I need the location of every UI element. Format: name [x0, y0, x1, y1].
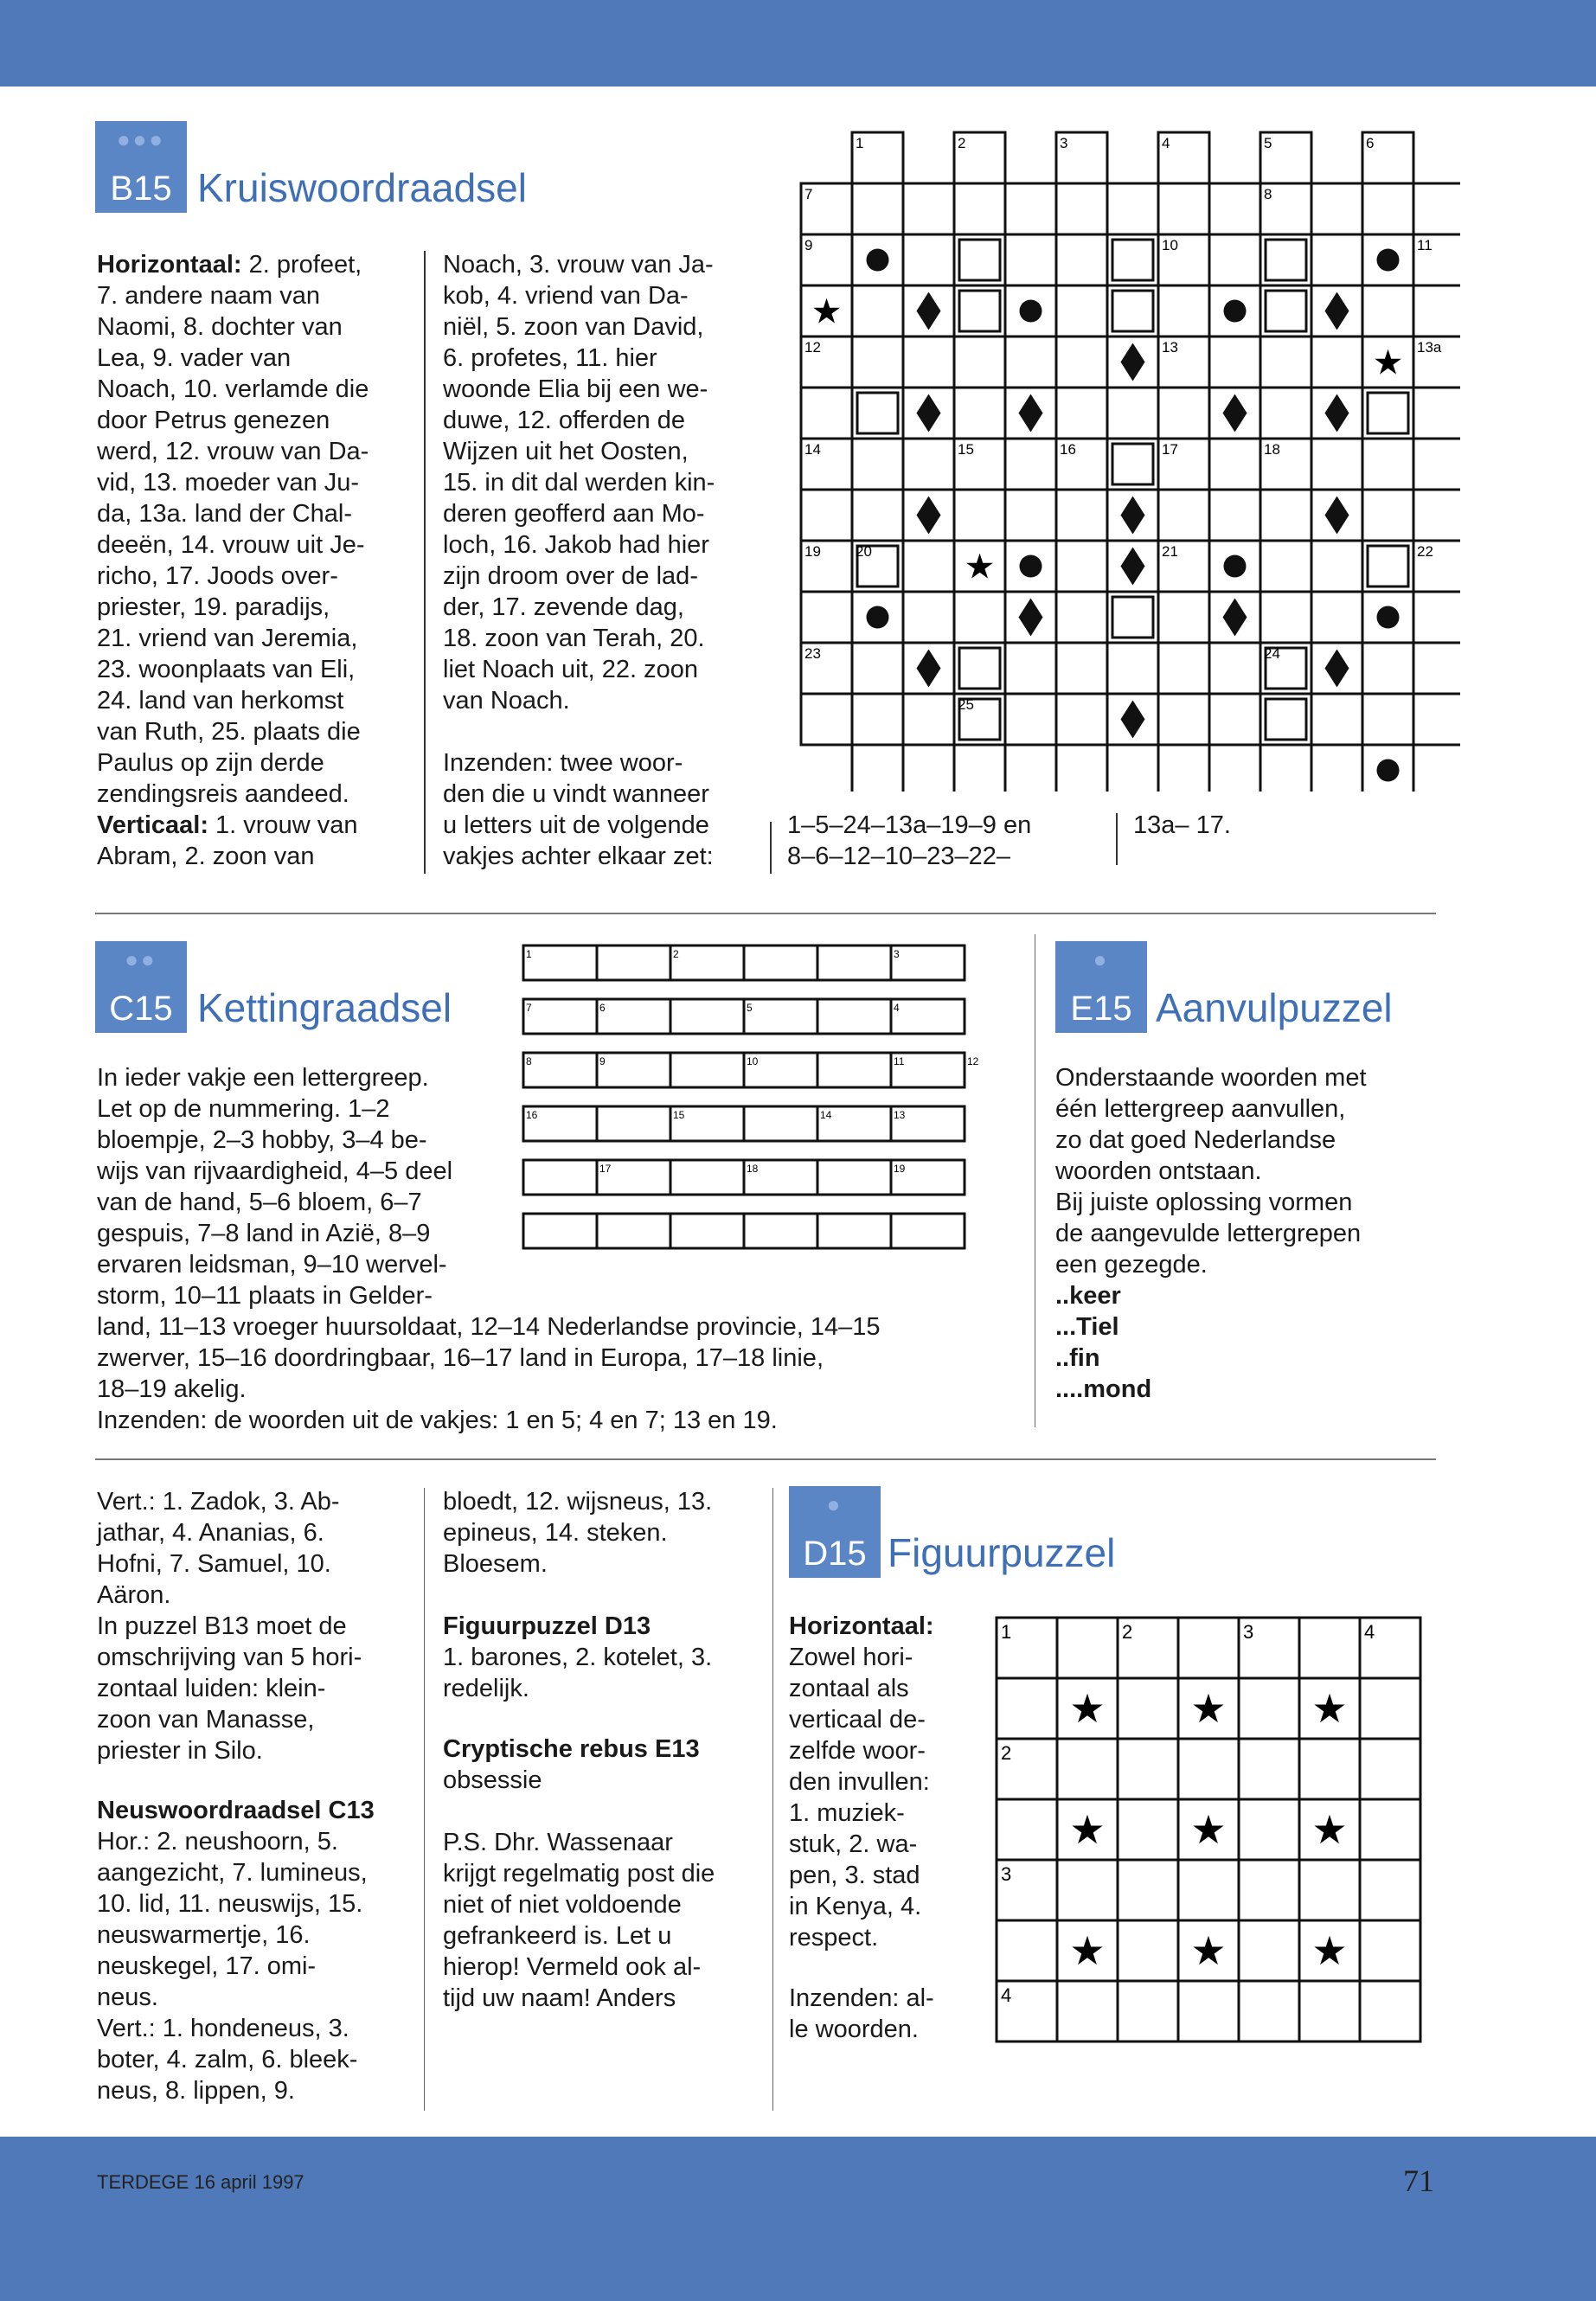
c15-clues-continued: land, 11–13 vroeger huursoldaat, 12–14 Nederlandse provincie, 14–15 zwerver, 15–16 doordringbaar, 16–17 land in Europa, 17–18 linie, 18–19 akelig. Inzenden: de woorden uit de vakjes: 1 en 5; 4 en 7; 13 en 19. — [97, 1313, 881, 1434]
dot-icon — [1377, 249, 1400, 272]
answers-col1: Vert.: 1. Zadok, 3. Ab- jathar, 4. Ananias, 6. Hofni, 7. Samuel, 10. Aäron. In puzzel B13 moet de omschrijving van 5 hori- zontaal luiden: klein- zoon van Manasse, priester in Silo. — [97, 1488, 362, 1765]
grid-cell[interactable] — [1005, 490, 1056, 541]
figure-cell[interactable] — [997, 1920, 1057, 1981]
b15-crossword-grid — [794, 125, 1460, 792]
grid-number: 21 — [1162, 543, 1178, 560]
rebus-title: Cryptische rebus E13 — [443, 1735, 700, 1763]
figure-cell[interactable] — [1057, 1618, 1118, 1678]
grid-number: 12 — [804, 339, 821, 356]
grid-number: 6 — [1366, 135, 1375, 151]
chain-number: 5 — [747, 1002, 753, 1014]
chain-cell[interactable] — [817, 999, 891, 1034]
grid-cell[interactable] — [801, 694, 852, 745]
top-band — [0, 0, 1596, 87]
chain-number: 17 — [599, 1163, 612, 1175]
b15-divider — [424, 251, 426, 874]
chain-number: 18 — [747, 1163, 759, 1175]
c15-chain-grid — [519, 939, 1012, 1285]
star-icon: ★ — [1069, 1927, 1106, 1974]
grid-block — [1112, 240, 1153, 280]
d15-figure-grid — [993, 1614, 1426, 2047]
grid-cell[interactable] — [954, 388, 1005, 439]
grid-cell[interactable] — [1260, 541, 1311, 592]
grid-cell[interactable] — [852, 183, 903, 234]
grid-cell[interactable] — [1209, 439, 1260, 490]
grid-cell[interactable] — [954, 592, 1005, 643]
grid-cell[interactable] — [1056, 285, 1107, 336]
chain-cell[interactable] — [523, 1214, 597, 1248]
section-divider-1 — [95, 913, 1436, 914]
footer-magazine: TERDEGE 16 april 1997 — [97, 2171, 304, 2193]
star-icon: ★ — [811, 292, 843, 332]
grid-block — [857, 393, 898, 433]
star-icon: ★ — [1372, 343, 1404, 383]
grid-cell[interactable] — [1005, 643, 1056, 694]
grid-cell[interactable] — [903, 183, 954, 234]
figure-cell[interactable] — [1239, 1799, 1299, 1860]
grid-cell[interactable] — [903, 234, 954, 285]
figure-cell[interactable] — [1239, 1678, 1299, 1739]
grid-cell[interactable] — [1056, 592, 1107, 643]
grid-cell[interactable] — [852, 643, 903, 694]
grid-number: 19 — [804, 543, 821, 560]
chain-number: 14 — [820, 1109, 832, 1121]
grid-cell[interactable] — [1413, 388, 1460, 439]
grid-cell[interactable] — [1413, 592, 1460, 643]
grid-cell[interactable] — [1209, 694, 1260, 745]
figure-cell[interactable] — [1299, 1860, 1360, 1920]
grid-number: 3 — [1060, 135, 1068, 151]
figure-cell[interactable] — [1178, 1981, 1239, 2041]
grid-cell[interactable] — [1158, 183, 1209, 234]
c15-title: Kettingraadsel — [197, 985, 452, 1030]
chain-cell[interactable] — [597, 1214, 670, 1248]
grid-cell[interactable] — [1260, 745, 1311, 792]
grid-cell[interactable] — [1362, 285, 1413, 336]
verticaal-label: Verticaal: — [97, 811, 208, 839]
grid-cell[interactable] — [1362, 694, 1413, 745]
figure-cell[interactable] — [1118, 1678, 1178, 1739]
dot-icon — [1020, 300, 1042, 323]
grid-cell[interactable] — [1260, 490, 1311, 541]
star-icon: ★ — [964, 547, 996, 587]
grid-cell[interactable] — [1158, 388, 1209, 439]
dot-icon — [1377, 606, 1400, 629]
grid-block — [959, 648, 1000, 689]
e15-word: ....mond — [1055, 1375, 1152, 1403]
grid-block — [1112, 597, 1153, 638]
grid-cell[interactable] — [1107, 643, 1158, 694]
e15-title: Aanvulpuzzel — [1156, 985, 1393, 1030]
figure-cell[interactable] — [1239, 1739, 1299, 1799]
chain-cell[interactable] — [817, 1214, 891, 1248]
bottom-band — [0, 2137, 1596, 2301]
chain-number: 11 — [894, 1055, 905, 1067]
ps-note: P.S. Dhr. Wassenaar krijgt regelmatig post die niet of niet voldoende gefrankeerd is. Let u hierop! Vermeld ook al- tijd uw naam! Anders — [443, 1829, 715, 2012]
grid-cell[interactable] — [1056, 183, 1107, 234]
grid-number: 5 — [1264, 135, 1272, 151]
e15-word: ..fin — [1055, 1344, 1100, 1372]
chain-cell[interactable] — [891, 945, 965, 980]
grid-cell[interactable] — [1056, 490, 1107, 541]
grid-number: 17 — [1162, 441, 1178, 458]
grid-cell[interactable] — [903, 541, 954, 592]
grid-cell[interactable] — [852, 336, 903, 388]
grid-cell[interactable] — [852, 285, 903, 336]
grid-number: 22 — [1417, 543, 1433, 560]
chain-cell[interactable] — [670, 945, 744, 980]
chain-cell[interactable] — [597, 945, 670, 980]
c15-clues: In ieder vakje een lettergreep. Let op de nummering. 1–2 bloempje, 2–3 hobby, 3–4 be- wijs van rijvaardigheid, 4–5 deel van de hand, 5–6 bloem, 6–7 gespuis, 7–8 land in Azië, 8–9 ervaren leidsman, 9–10 wervel- storm, 10–11 plaats in Gelder- — [97, 1064, 453, 1310]
chain-cell[interactable] — [744, 1106, 817, 1141]
star-icon: ★ — [1190, 1806, 1227, 1853]
neus-answers: Hor.: 2. neushoorn, 5. aangezicht, 7. lumineus, 10. lid, 11. neuswijs, 15. neuswarmertje, 16. neuskegel, 17. omi- neus. Vert.: 1. hondeneus, 3. boter, 4. zalm, 6. bleek- neus, 8. lippen, 9. — [97, 1828, 368, 2105]
grid-number: 10 — [1162, 237, 1178, 253]
grid-cell[interactable] — [801, 592, 852, 643]
grid-cell[interactable] — [1362, 490, 1413, 541]
figure-number: 2 — [1122, 1621, 1133, 1643]
e15-text: Onderstaande woorden met één lettergreep aanvullen, zo dat goed Nederlandse woorden ontstaan. Bij juiste oplossing vormen de aangevulde lettergrepen een gezegde. — [1055, 1064, 1367, 1279]
chain-number: 4 — [894, 1002, 900, 1014]
grid-cell[interactable] — [1005, 694, 1056, 745]
chain-number: 6 — [599, 1002, 606, 1014]
dot-icon — [1224, 555, 1247, 578]
chain-number: 15 — [673, 1109, 685, 1121]
figure-cell[interactable] — [1360, 1860, 1420, 1920]
grid-block — [1266, 699, 1306, 740]
grid-number: 18 — [1264, 441, 1280, 458]
d15-title: Figuurpuzzel — [888, 1530, 1116, 1575]
grid-cell[interactable] — [1107, 388, 1158, 439]
chain-number: 9 — [599, 1055, 606, 1067]
figure-cell[interactable] — [1118, 1981, 1178, 2041]
horizontaal-label: Horizontaal: — [97, 251, 242, 279]
grid-cell[interactable] — [1260, 336, 1311, 388]
grid-block — [959, 240, 1000, 280]
chain-cell[interactable] — [670, 1160, 744, 1195]
b15-badge: ●●● B15 — [95, 121, 187, 213]
figure-cell[interactable] — [1118, 1860, 1178, 1920]
figure-number: 3 — [1243, 1621, 1254, 1643]
chain-cell[interactable] — [597, 1053, 670, 1087]
grid-cell[interactable] — [1209, 490, 1260, 541]
d15-inzenden: Inzenden: al- le woorden. — [789, 1984, 934, 2043]
figure-cell[interactable] — [1239, 1860, 1299, 1920]
grid-cell[interactable] — [1413, 439, 1460, 490]
grid-cell[interactable] — [1005, 439, 1056, 490]
d15-hor-label: Horizontaal: — [789, 1612, 934, 1640]
star-icon: ★ — [1069, 1685, 1106, 1732]
chain-cell[interactable] — [891, 999, 965, 1034]
grid-cell[interactable] — [1311, 541, 1362, 592]
grid-cell[interactable] — [1209, 643, 1260, 694]
grid-cell[interactable] — [1056, 694, 1107, 745]
grid-cell[interactable] — [1056, 643, 1107, 694]
figure-cell[interactable] — [997, 1678, 1057, 1739]
chain-number: 13 — [894, 1109, 906, 1121]
star-icon: ★ — [1311, 1927, 1348, 1974]
grid-number: 23 — [804, 645, 821, 662]
figure-cell[interactable] — [1360, 1981, 1420, 2041]
chain-number: 1 — [526, 948, 532, 960]
d15-clues: Zowel hori- zontaal als verticaal de- zelfde woor- den invullen: 1. muziek- stuk, 2. wa- pen, 3. stad in Kenya, 4. respect. — [789, 1644, 930, 1952]
star-icon: ★ — [1311, 1806, 1348, 1853]
figure-cell[interactable] — [1360, 1739, 1420, 1799]
dot-icon — [867, 606, 889, 629]
star-icon: ★ — [1190, 1685, 1227, 1732]
neus-title: Neuswoordraadsel C13 — [97, 1797, 375, 1824]
chain-cell[interactable] — [670, 999, 744, 1034]
rebus-answer: obsessie — [443, 1766, 542, 1794]
grid-cell[interactable] — [1158, 745, 1209, 792]
page-number: 71 — [1403, 2163, 1434, 2198]
grid-number: 4 — [1162, 135, 1170, 151]
chain-cell[interactable] — [817, 945, 891, 980]
grid-number: 2 — [958, 135, 966, 151]
chain-cell[interactable] — [597, 999, 670, 1034]
grid-number: 11 — [1417, 237, 1433, 253]
figure-number: 4 — [1001, 1984, 1012, 2006]
fig-answers: 1. barones, 2. kotelet, 3. redelijk. — [443, 1644, 713, 1702]
grid-cell[interactable] — [1413, 694, 1460, 745]
grid-cell[interactable] — [903, 336, 954, 388]
grid-cell[interactable] — [954, 183, 1005, 234]
b15-instructions: Inzenden: twee woor- den die u vindt wanneer u letters uit de volgende vakjes achter elkaar zet: — [443, 749, 714, 870]
b15-clues-col1: Horizontaal: 2. profeet, 7. andere naam van Naomi, 8. dochter van Lea, 9. vader van Noach, 10. verlamde die door Petrus genezen werd, 12. vrouw van Da- vid, 13. moeder van Ju- da, 13a. land der Chal- deeën, 14. vrouw uit Je- richo, 17. Joods over- priester, 19. paradijs, 21. vriend van Jeremia, 23. woonplaats van Eli, 24. land van herkomst van Ruth, 25. plaats die Paulus op zijn derde zendingsreis aandeed. Verticaal: 1. vrouw van Abram, 2. zoon van — [97, 251, 369, 870]
grid-number: 14 — [804, 441, 821, 458]
chain-number: 10 — [747, 1055, 759, 1067]
figure-cell[interactable] — [1299, 1981, 1360, 2041]
grid-cell[interactable] — [1005, 336, 1056, 388]
chain-cell[interactable] — [523, 1160, 597, 1195]
figure-cell[interactable] — [1178, 1618, 1239, 1678]
grid-number: 25 — [958, 696, 974, 713]
chain-number: 8 — [526, 1055, 532, 1067]
grid-cell[interactable] — [1413, 490, 1460, 541]
answers-col2: bloedt, 12. wijsneus, 13. epineus, 14. steken. Bloesem. — [443, 1488, 713, 1578]
grid-cell[interactable] — [903, 694, 954, 745]
grid-number: 24 — [1264, 645, 1280, 662]
grid-cell[interactable] — [852, 490, 903, 541]
grid-cell[interactable] — [903, 439, 954, 490]
grid-number: 15 — [958, 441, 974, 458]
fig-title: Figuurpuzzel D13 — [443, 1612, 651, 1640]
grid-block — [1112, 444, 1153, 484]
grid-cell[interactable] — [801, 388, 852, 439]
figure-cell[interactable] — [1057, 1739, 1118, 1799]
grid-cell[interactable] — [1158, 643, 1209, 694]
grid-cell[interactable] — [1362, 643, 1413, 694]
answers-divider-2 — [772, 1488, 773, 2111]
grid-cell[interactable] — [1005, 234, 1056, 285]
grid-cell[interactable] — [954, 490, 1005, 541]
chain-number: 3 — [894, 948, 900, 960]
grid-number: 16 — [1060, 441, 1076, 458]
figure-cell[interactable] — [1178, 1860, 1239, 1920]
chain-cell[interactable] — [597, 1106, 670, 1141]
grid-cell[interactable] — [1260, 388, 1311, 439]
figure-cell[interactable] — [997, 1799, 1057, 1860]
grid-cell[interactable] — [1209, 183, 1260, 234]
figure-number: 3 — [1001, 1863, 1012, 1885]
figure-cell[interactable] — [1360, 1799, 1420, 1860]
answers-divider — [424, 1488, 425, 2111]
dot-icon — [867, 249, 889, 272]
grid-cell[interactable] — [1056, 541, 1107, 592]
grid-cell[interactable] — [852, 439, 903, 490]
grid-cell[interactable] — [1311, 336, 1362, 388]
chain-cell[interactable] — [817, 1053, 891, 1087]
grid-cell[interactable] — [1362, 183, 1413, 234]
e15-words — [1055, 1280, 1151, 1405]
e15-word: ..keer — [1055, 1282, 1121, 1310]
figure-cell[interactable] — [1118, 1799, 1178, 1860]
grid-cell[interactable] — [1311, 592, 1362, 643]
figure-cell[interactable] — [1299, 1618, 1360, 1678]
chain-cell[interactable] — [891, 1214, 965, 1248]
grid-cell[interactable] — [1158, 490, 1209, 541]
d15-badge: ● D15 — [789, 1486, 881, 1578]
star-icon: ★ — [1069, 1806, 1106, 1853]
dot-icon — [1224, 300, 1247, 323]
dot-icon — [1020, 555, 1042, 578]
grid-number: 8 — [1264, 186, 1272, 202]
b15-sequence-1: 1–5–24–13a–19–9 en 8–6–12–10–23–22– — [787, 811, 1032, 870]
section-divider-2 — [95, 1458, 1436, 1460]
grid-cell[interactable] — [1311, 183, 1362, 234]
grid-cell[interactable] — [1056, 388, 1107, 439]
grid-cell[interactable] — [1056, 745, 1107, 792]
target-icon — [1377, 760, 1400, 782]
grid-cell[interactable] — [1107, 183, 1158, 234]
e15-word: ...Tiel — [1055, 1313, 1119, 1341]
chain-number: 12 — [967, 1055, 979, 1067]
grid-number: 13 — [1162, 339, 1178, 356]
figure-cell[interactable] — [1118, 1920, 1178, 1981]
grid-block — [1266, 291, 1306, 331]
grid-cell[interactable] — [954, 336, 1005, 388]
figure-cell[interactable] — [1299, 1739, 1360, 1799]
grid-cell[interactable] — [801, 490, 852, 541]
grid-block — [1266, 240, 1306, 280]
figure-cell[interactable] — [1057, 1860, 1118, 1920]
chain-cell[interactable] — [670, 1053, 744, 1087]
chain-number: 2 — [673, 948, 679, 960]
chain-cell[interactable] — [744, 945, 817, 980]
figure-cell[interactable] — [1239, 1981, 1299, 2041]
figure-cell[interactable] — [1239, 1920, 1299, 1981]
grid-number: 1 — [856, 135, 864, 151]
grid-cell[interactable] — [852, 745, 903, 792]
figure-cell[interactable] — [1118, 1739, 1178, 1799]
chain-number: 16 — [526, 1109, 538, 1121]
figure-number: 4 — [1364, 1621, 1375, 1643]
chain-cell[interactable] — [744, 999, 817, 1034]
grid-cell[interactable] — [1413, 285, 1460, 336]
grid-cell[interactable] — [852, 694, 903, 745]
grid-number: 7 — [804, 186, 813, 202]
figure-cell[interactable] — [1057, 1981, 1118, 2041]
grid-cell[interactable] — [1056, 234, 1107, 285]
e15-badge: ● E15 — [1055, 941, 1147, 1033]
grid-number: 9 — [804, 237, 813, 253]
grid-cell[interactable] — [954, 745, 1005, 792]
grid-block — [1112, 291, 1153, 331]
chain-number: 7 — [526, 1002, 532, 1014]
b15-divider-2 — [770, 822, 772, 874]
grid-cell[interactable] — [1158, 694, 1209, 745]
figure-number: 2 — [1001, 1742, 1012, 1764]
grid-cell[interactable] — [1056, 336, 1107, 388]
chain-cell[interactable] — [523, 999, 597, 1034]
grid-cell[interactable] — [1311, 234, 1362, 285]
grid-block — [959, 291, 1000, 331]
chain-cell[interactable] — [817, 1160, 891, 1195]
grid-block — [1368, 393, 1408, 433]
figure-number: 1 — [1001, 1621, 1012, 1643]
star-icon: ★ — [1311, 1685, 1348, 1732]
grid-cell[interactable] — [903, 592, 954, 643]
grid-cell[interactable] — [1311, 694, 1362, 745]
chain-number: 19 — [894, 1163, 906, 1175]
figure-cell[interactable] — [1360, 1678, 1420, 1739]
grid-cell[interactable] — [1413, 643, 1460, 694]
figure-cell[interactable] — [1360, 1920, 1420, 1981]
grid-cell[interactable] — [1362, 439, 1413, 490]
grid-cell[interactable] — [1311, 439, 1362, 490]
grid-cell[interactable] — [1005, 183, 1056, 234]
grid-number: 20 — [856, 543, 872, 560]
b15-clues-col2: Noach, 3. vrouw van Ja- kob, 4. vriend van Da- niël, 5. zoon van David, 6. profetes, 11. hier woonde Elia bij een we- duwe, 12. offerden de Wijzen uit het Oosten, 15. in dit dal werden kin- deren geofferd aan Mo- loch, 16. Jakob had hier zijn droom over de lad- der, 17. zevende dag, 18. zoon van Terah, 20. liet Noach uit, 22. zoon van Noach. — [443, 251, 715, 715]
c15-badge: ●● C15 — [95, 941, 187, 1033]
chain-cell[interactable] — [523, 945, 597, 980]
grid-cell[interactable] — [1158, 285, 1209, 336]
chain-cell[interactable] — [670, 1214, 744, 1248]
grid-cell[interactable] — [1209, 234, 1260, 285]
chain-cell[interactable] — [523, 1053, 597, 1087]
figure-cell[interactable] — [1178, 1739, 1239, 1799]
grid-cell[interactable] — [1413, 183, 1460, 234]
grid-block — [1368, 546, 1408, 586]
chain-cell[interactable] — [744, 1214, 817, 1248]
b15-divider-3 — [1116, 813, 1118, 865]
grid-cell[interactable] — [1158, 592, 1209, 643]
grid-cell[interactable] — [1260, 592, 1311, 643]
grid-cell[interactable] — [1209, 336, 1260, 388]
star-icon: ★ — [1190, 1927, 1227, 1974]
b15-title: Kruiswoordraadsel — [197, 165, 527, 210]
grid-number: 13a — [1417, 339, 1442, 356]
b15-sequence-2: 13a– 17. — [1133, 811, 1231, 839]
